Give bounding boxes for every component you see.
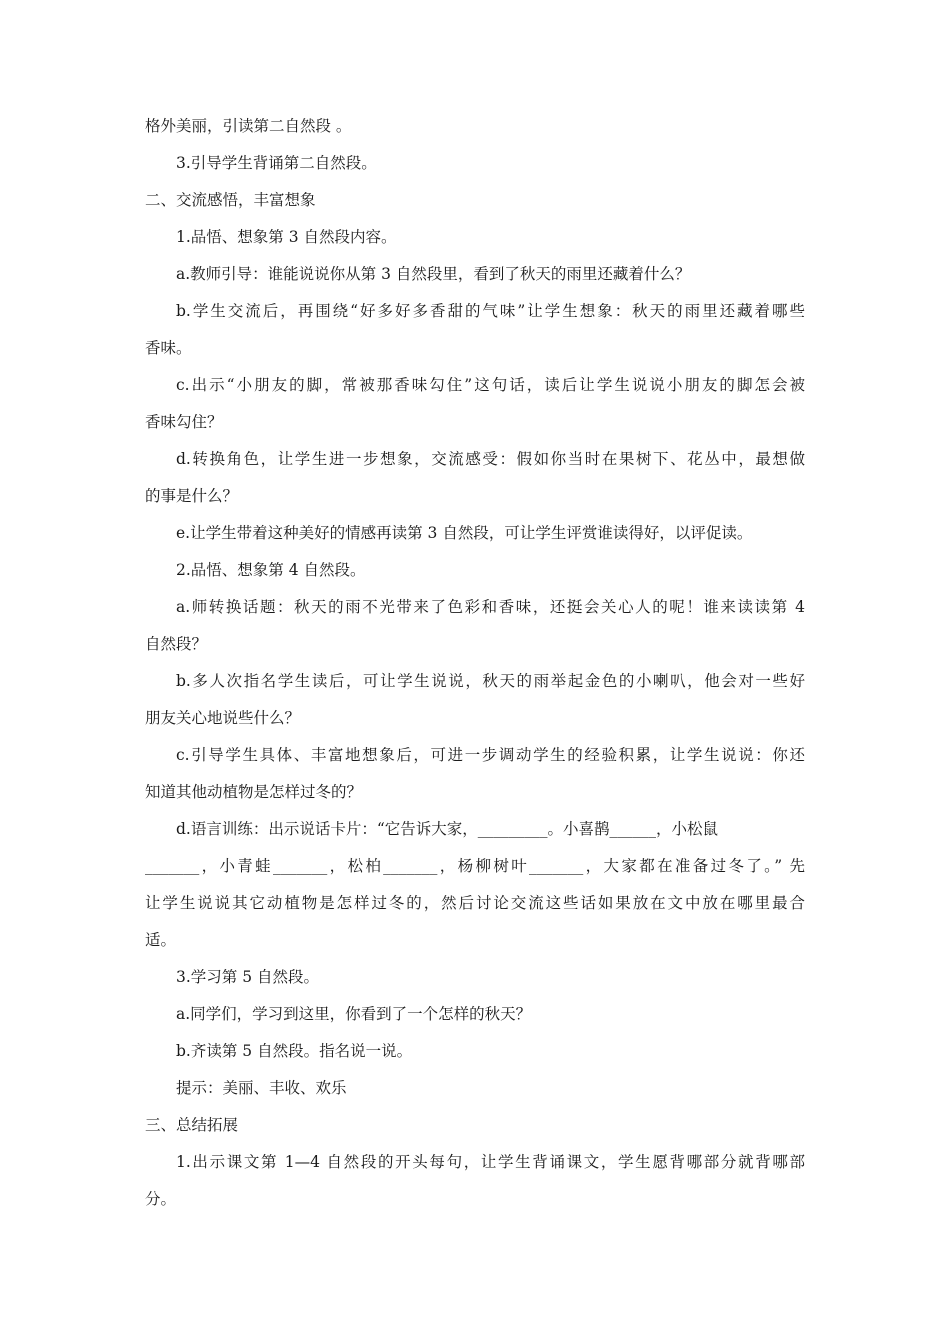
paragraph-line: c.引导学生具体、丰富地想象后，可进一步调动学生的经验积累，让学生说说：你还 bbox=[176, 746, 805, 764]
paragraph-line: 1.品悟、想象第 3 自然段内容。 bbox=[176, 228, 397, 246]
paragraph-line: a.同学们，学习到这里，你看到了一个怎样的秋天？ bbox=[176, 1005, 532, 1023]
paragraph-line: b.齐读第 5 自然段。指名说一说。 bbox=[176, 1042, 413, 1060]
paragraph-line: 分。 bbox=[145, 1190, 177, 1208]
paragraph-line: 1.出示课文第 1—4 自然段的开头每句，让学生背诵课文，学生愿背哪部分就背哪部 bbox=[176, 1153, 805, 1171]
section-heading: 三、总结拓展 bbox=[145, 1116, 239, 1134]
paragraph-line: 香味勾住？ bbox=[145, 413, 223, 431]
paragraph-line: a.教师引导：谁能说说你从第 3 自然段里，看到了秋天的雨里还藏着什么？ bbox=[176, 265, 691, 283]
paragraph-line: 朋友关心地说些什么？ bbox=[145, 709, 301, 727]
paragraph-line: _______，小青蛙_______，松柏_______，杨柳树叶_______，大家都在准备过冬了。” 先 bbox=[145, 857, 805, 875]
paragraph-line: 2.品悟、想象第 4 自然段。 bbox=[176, 561, 366, 579]
paragraph-line: 3.引导学生背诵第二自然段。 bbox=[176, 154, 377, 172]
paragraph-line: 提示：美丽、丰收、欢乐 bbox=[176, 1079, 347, 1097]
paragraph-line: d.语言训练：出示说话卡片：“它告诉大家，_________。小喜鹊______，小松鼠 bbox=[176, 820, 719, 838]
paragraph-line: d.转换角色，让学生进一步想象，交流感受：假如你当时在果树下、花丛中，最想做 bbox=[176, 450, 805, 468]
paragraph-line: a.师转换话题：秋天的雨不光带来了色彩和香味，还挺会关心人的呢！谁来读读第 4 bbox=[176, 598, 805, 616]
paragraph-line: 香味。 bbox=[145, 339, 192, 357]
paragraph-line: 的事是什么？ bbox=[145, 487, 239, 505]
paragraph-line: c.出示“小朋友的脚，常被那香味勾住”这句话，读后让学生说说小朋友的脚怎会被 bbox=[176, 376, 805, 394]
paragraph-line: 自然段？ bbox=[145, 635, 208, 653]
paragraph-line: 格外美丽，引读第二自然段 。 bbox=[145, 117, 352, 135]
paragraph-line: 3.学习第 5 自然段。 bbox=[176, 968, 320, 986]
section-heading: 二、交流感悟，丰富想象 bbox=[145, 191, 316, 209]
paragraph-line: 让学生说说其它动植物是怎样过冬的，然后讨论交流这些话如果放在文中放在哪里最合 bbox=[145, 894, 805, 912]
paragraph-line: b.学生交流后，再围绕“好多好多香甜的气味”让学生想象：秋天的雨里还藏着哪些 bbox=[176, 302, 805, 320]
paragraph-line: e.让学生带着这种美好的情感再读第 3 自然段，可让学生评赏谁读得好，以评促读。 bbox=[176, 524, 753, 542]
paragraph-line: 适。 bbox=[145, 931, 177, 949]
paragraph-line: 知道其他动植物是怎样过冬的？ bbox=[145, 783, 363, 801]
paragraph-line: b.多人次指名学生读后，可让学生说说，秋天的雨举起金色的小喇叭，他会对一些好 bbox=[176, 672, 805, 690]
